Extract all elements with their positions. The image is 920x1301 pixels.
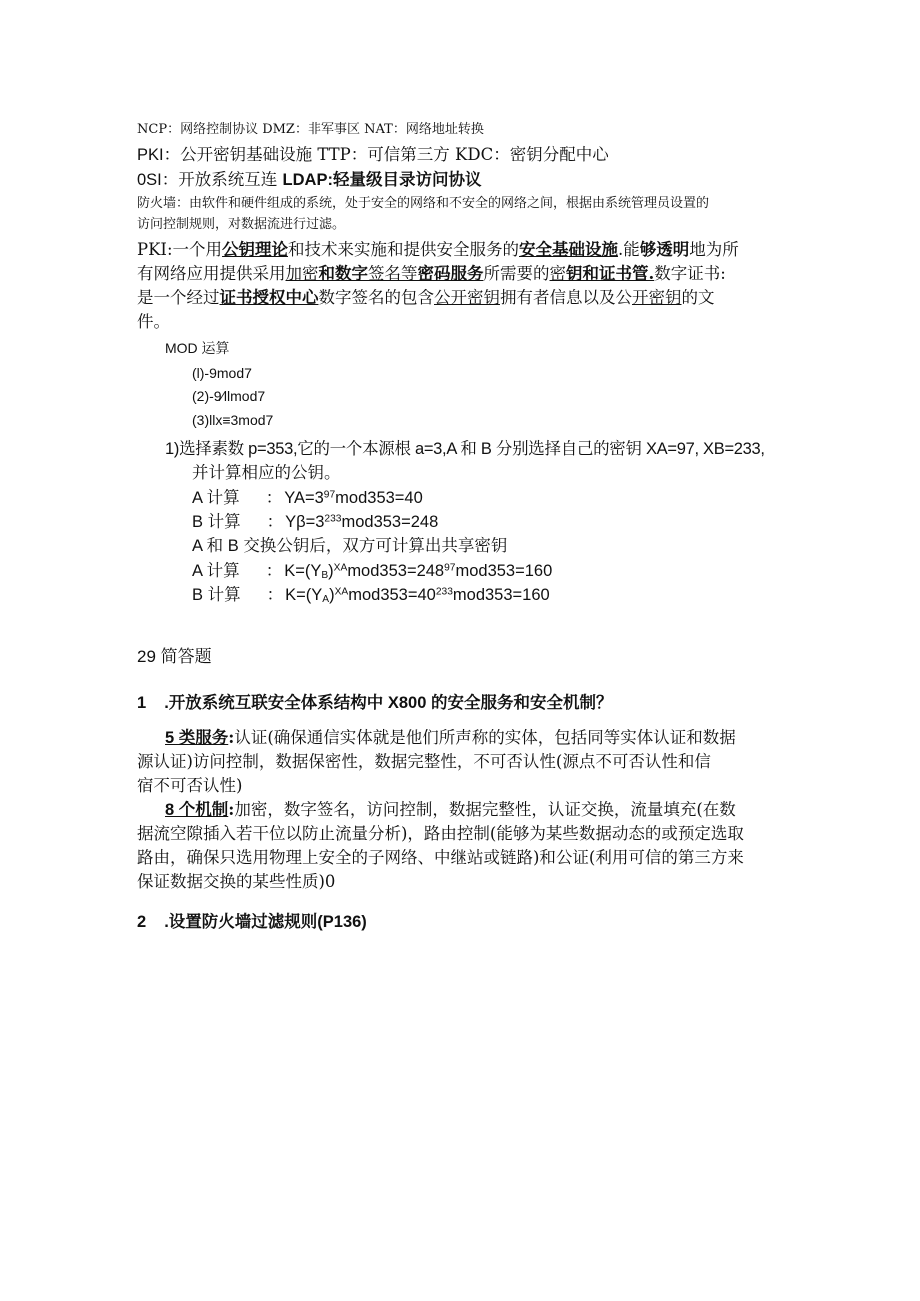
q1-mechanisms-line-4: 保证数据交换的某些性质)0	[137, 872, 336, 891]
pki-term-open-key: 开密钥	[632, 288, 682, 307]
pki-def-text: 有网络应用提供采用	[137, 264, 286, 283]
dh-formula: mod353=160	[452, 586, 550, 604]
dh-formula: Yβ=3	[285, 513, 325, 531]
services-text: 认证(确保通信实体就是他们所声称的实体，包括同等实体认证和数据	[234, 728, 736, 747]
mod-item-2: (2)-9⁄llmod7	[192, 388, 266, 404]
dh-formula: YA=3	[284, 489, 324, 507]
dh-colon: ：	[265, 489, 283, 507]
pki-def-text: 数字证书:	[654, 264, 726, 283]
pki-term-crypto-service: 密码服务	[417, 264, 484, 283]
q1-services-line-3: 宿不可否认性)	[137, 776, 243, 795]
pki-term-encryption: 加密	[285, 264, 319, 283]
q1-mechanisms-line-2: 据流空隙插入若干位以防止流量分析)，路由控制(能够为某些数据动态的或预定选取	[137, 824, 744, 843]
dh-subscript: A	[322, 594, 330, 606]
pki-def-text: 所需要的	[483, 264, 550, 283]
mod-item-1: (l)-9mod7	[192, 365, 252, 381]
pki-def-text: 数字签名的包含	[318, 288, 434, 307]
dh-problem-line-2: 并计算相应的公钥。	[192, 464, 341, 482]
question-title: .开放系统互联安全体系结构中 X800 的安全服务和安全机制？	[164, 694, 613, 712]
q1-services-line-1	[165, 728, 736, 749]
firewall-line-1: 防火墙：由软件和硬件组成的系统，处于安全的网络和不安全的网络之间，根据由系统管理员设置的	[137, 196, 710, 211]
question-number: 2	[137, 913, 147, 931]
services-colon: :	[228, 728, 235, 747]
q1-services-line-2: 源认证)访问控制，数据保密性，数据完整性，不可否认性(源点不可否认性和信	[137, 752, 711, 771]
dh-exponent: XA	[334, 586, 349, 598]
abbrev-line-ncp-dmz-nat: NCP：网络控制协议 DMZ：非军事区 NAT：网络地址转换	[137, 122, 484, 137]
mechanisms-label: 8 个机制	[165, 801, 229, 819]
dh-label: A 计算	[192, 562, 240, 580]
q1-mechanisms-line-1	[165, 800, 736, 821]
osi-label: 0SI：	[137, 171, 179, 189]
pki-def-text: 拥有者信息以及公	[500, 288, 632, 307]
dh-formula: mod353=248	[341, 513, 439, 531]
dh-a-public-key	[192, 488, 423, 509]
dh-label: B 计算	[192, 513, 241, 531]
pki-def-line-1	[137, 240, 739, 261]
question-1-heading	[137, 693, 612, 714]
pki-def-text: 和技术来实施和提供安全服务的	[288, 240, 520, 259]
mechanisms-colon: :	[228, 800, 235, 819]
mod-item-3: (3)llx≡3mod7	[192, 412, 274, 428]
pki-term-key: 密	[549, 264, 566, 283]
dh-formula: )	[329, 586, 335, 604]
question-number: 1	[137, 694, 147, 712]
services-label: 5 类服务	[165, 729, 229, 747]
dh-b-public-key	[192, 512, 438, 533]
dh-exchange-text: A 和 B 交换公钥后，双方可计算出共享密钥	[192, 537, 508, 555]
dh-colon: ：	[266, 586, 284, 604]
dh-a-shared-key	[192, 561, 552, 582]
dh-formula: K=(Y	[285, 586, 323, 604]
dh-problem-line-1: 1)选择素数 p=353,它的一个本源根 a=3,A 和 B 分别选择自己的密钥 XA=97, XB=233,	[165, 440, 765, 458]
question-2-heading	[137, 912, 367, 933]
dh-colon: ：	[265, 562, 283, 580]
abbrev-line-pki	[137, 145, 609, 166]
dh-exponent: 233	[435, 586, 453, 598]
mod-title: MOD 运算	[165, 340, 230, 356]
dh-subscript: B	[321, 570, 329, 582]
dh-exponent: 97	[444, 562, 456, 574]
pki-term-public-key-theory: 公钥理论	[222, 240, 289, 259]
dh-formula: mod353=248	[347, 562, 445, 580]
dh-exponent: 233	[324, 513, 342, 525]
pki-term-public-key: 公开密钥	[434, 288, 500, 307]
pki-term-ca: 证书授权中心	[219, 288, 319, 307]
dh-exponent: XA	[333, 562, 348, 574]
abbrev-line-osi	[137, 170, 481, 191]
pki-def-text: .能	[618, 240, 640, 259]
pki-def-line-2	[137, 264, 726, 285]
pki-def-text: 是一个经过	[137, 288, 220, 307]
dh-formula: )	[328, 562, 334, 580]
dh-label: A 计算	[192, 489, 240, 507]
pki-def-text: 的文	[681, 288, 715, 307]
pki-def-text: 地为所	[689, 240, 739, 259]
q1-mechanisms-line-3: 路由，确保只选用物理上安全的子网络、中继站或链路)和公证(利用可信的第三方来	[137, 848, 744, 867]
dh-formula: mod353=40	[348, 586, 436, 604]
dh-formula: mod353=40	[335, 489, 423, 507]
pki-def-line-4: 件。	[137, 312, 170, 331]
pki-term-digital: 和数字	[318, 264, 368, 283]
question-title: .设置防火墙过滤规则(P136)	[164, 913, 367, 931]
dh-b-shared-key	[192, 585, 550, 606]
section-heading: 29 简答题	[137, 647, 212, 666]
pki-term-transparent: 够透明	[639, 240, 690, 259]
pki-term-signature: 签名等	[368, 264, 418, 283]
dh-formula: K=(Y	[284, 562, 322, 580]
osi-text: 开放系统互连	[178, 170, 283, 189]
pki-term-key-cert-mgmt: 钥和证书管.	[566, 264, 655, 283]
dh-label: B 计算	[192, 586, 241, 604]
pki-label: PKI：	[137, 146, 181, 164]
ldap-definition: LDAP:轻量级目录访问协议	[282, 171, 482, 189]
pki-text: 公开密钥基础设施 TTP：可信第三方 KDC：密钥分配中心	[180, 145, 609, 164]
dh-exponent: 97	[323, 489, 336, 501]
dh-colon: ：	[266, 513, 284, 531]
firewall-line-2: 访问控制规则，对数据流进行过滤。	[137, 217, 346, 232]
mechanisms-text: 加密，数字签名，访问控制，数据完整性，认证交换，流量填充(在数	[234, 800, 736, 819]
pki-term-security-infrastructure: 安全基础设施	[519, 240, 619, 259]
pki-def-line-3	[137, 288, 715, 309]
dh-formula: mod353=160	[455, 562, 553, 580]
pki-def-text: PKI:一个用	[137, 240, 223, 259]
